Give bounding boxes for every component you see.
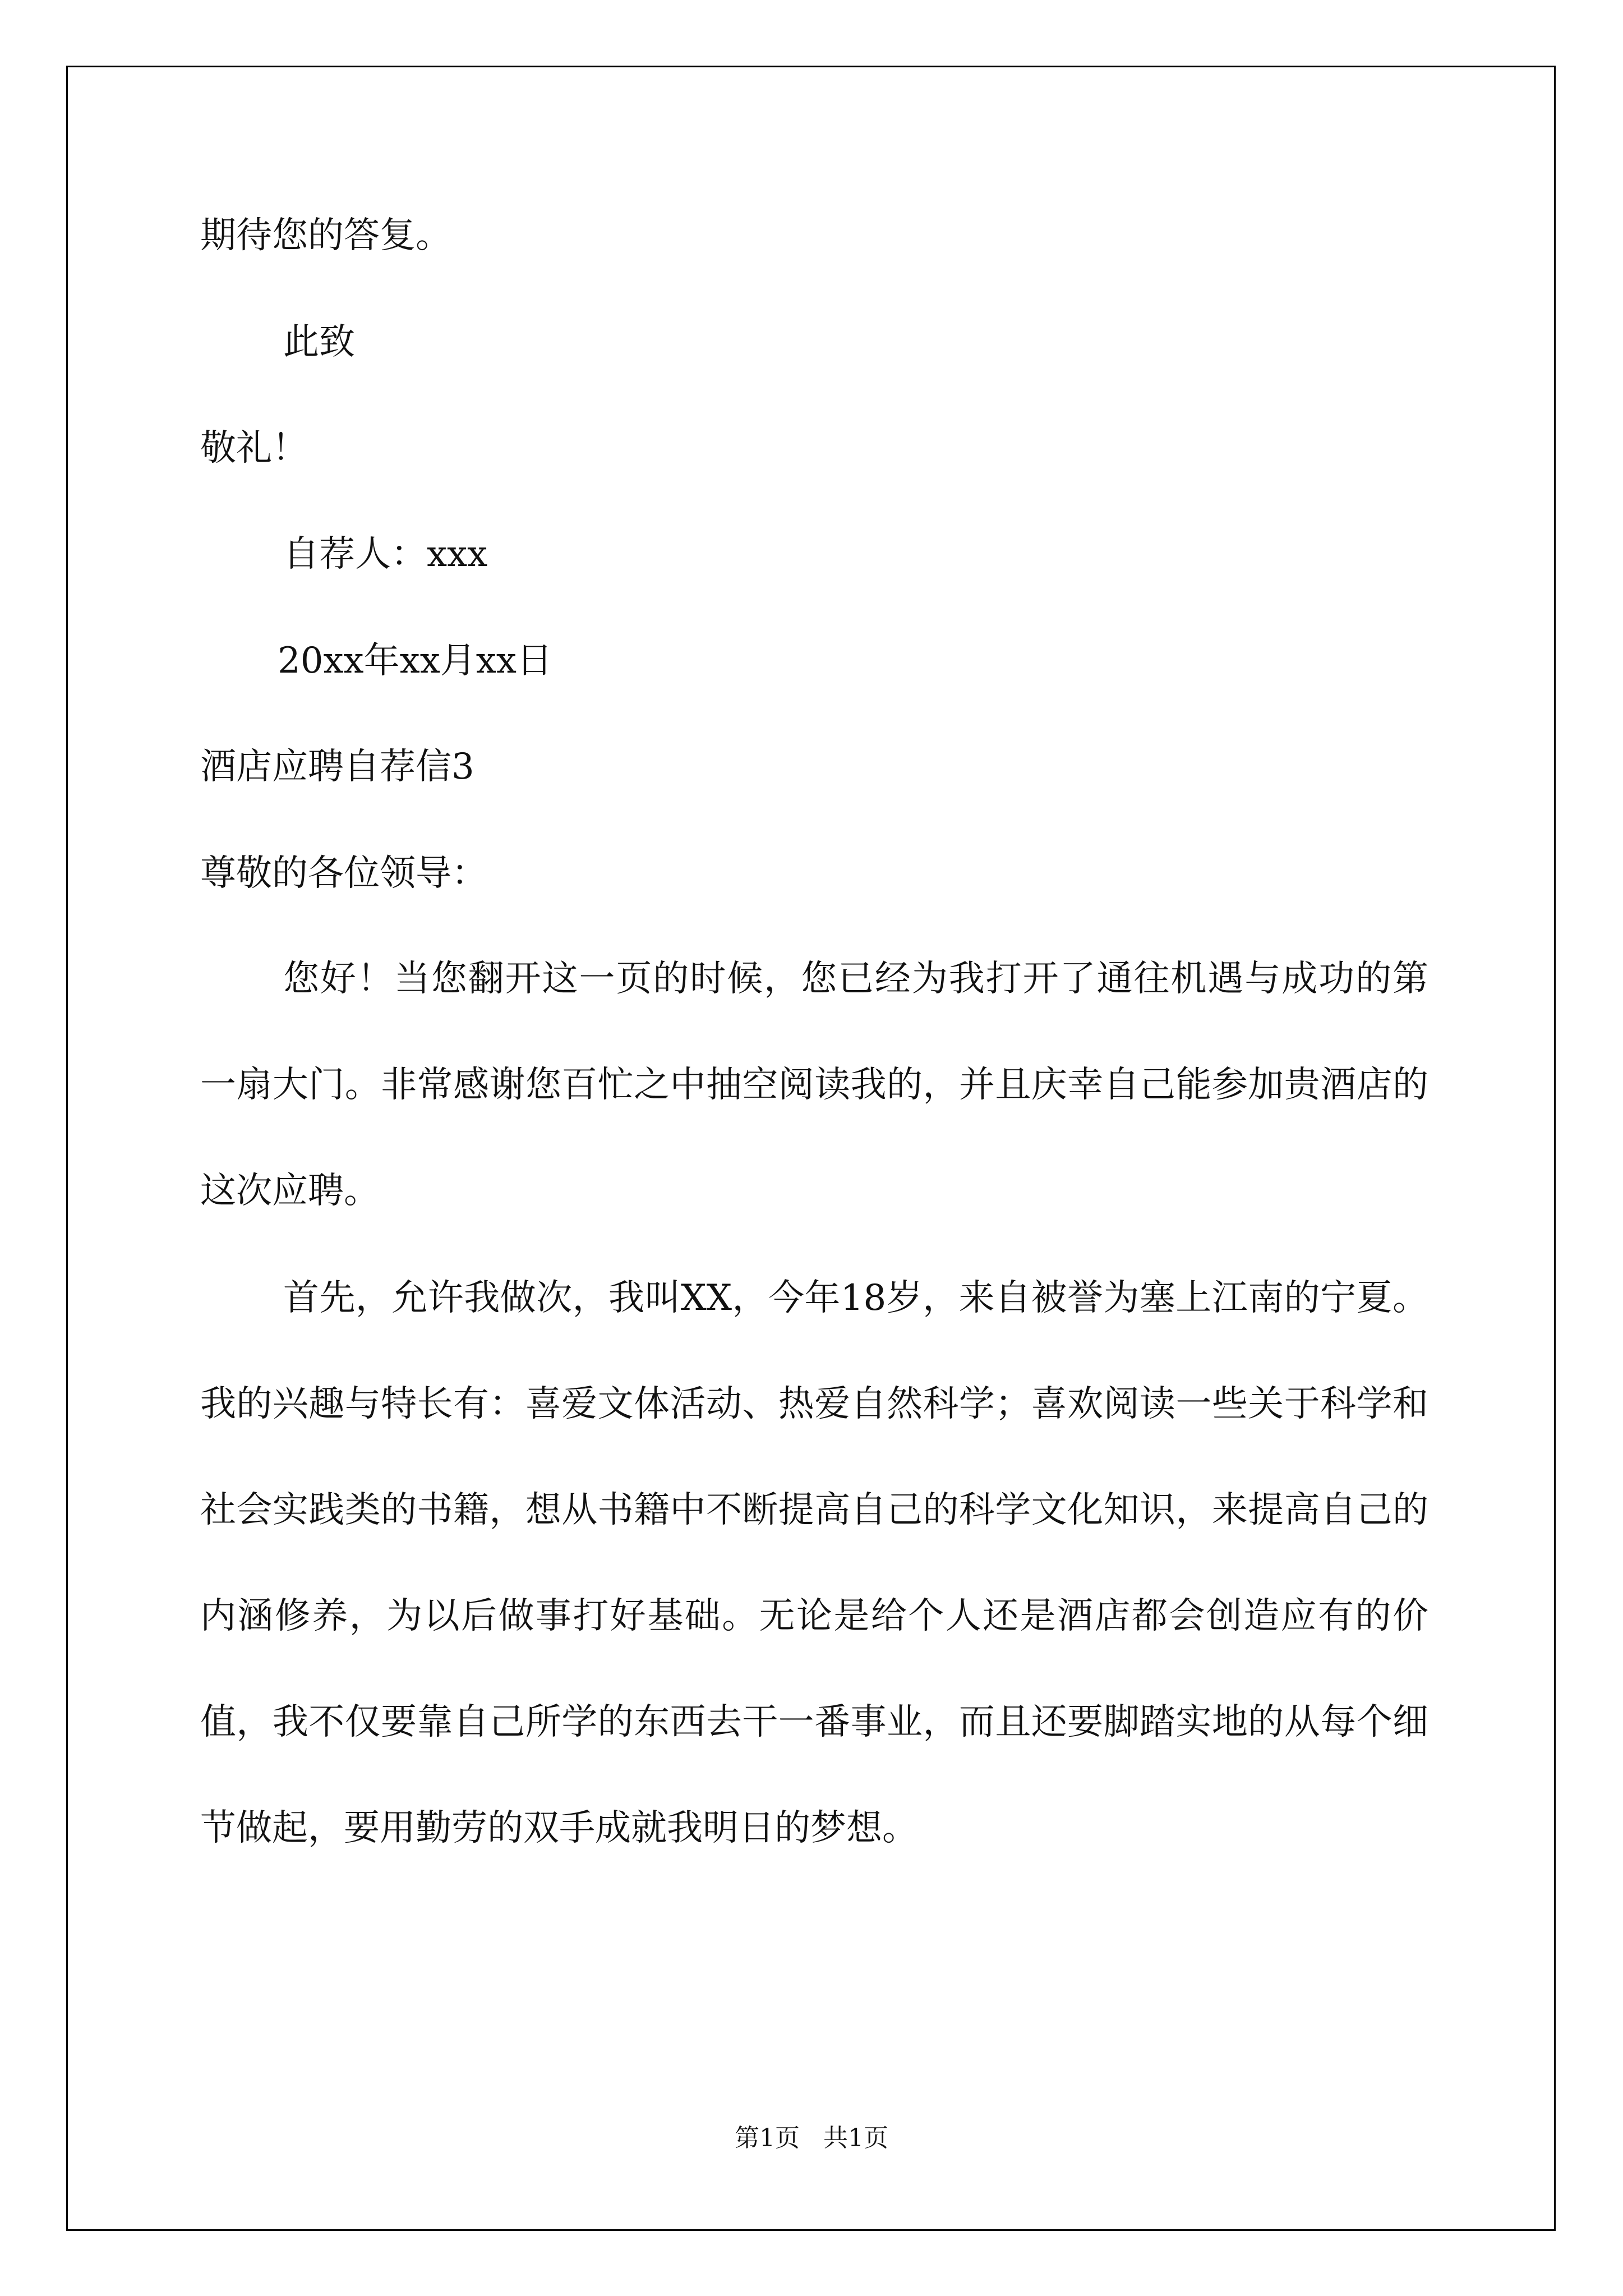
salutation-line-2: 敬礼！ [200, 427, 308, 469]
greeting-line: 尊敬的各位领导： [200, 853, 487, 894]
body-paragraph-2: 首先，允许我做次，我叫XX，今年18岁，来自被誉为塞上江南的宁夏。我的兴趣与特长有：喜爱文体活动、热爱自然科学；喜欢阅读一些关于科学和社会实践类的书籍，想从书籍中不断提高自己的科学文化知识，来提高自己的内涵修养，为以后做事打好基础。无论是给个人还是酒店都会创造应有的价值，我不仅要靠自己所学的东西去干一番事业，而且还要脚踏实地的从每个细节做起，要用勤劳的双手成就我明日的梦想。 [200, 1277, 1428, 1849]
salutation-line-1: 此致 [283, 321, 355, 363]
section-title: 酒店应聘自荐信3 [200, 746, 474, 788]
body-paragraph-1: 您好！当您翻开这一页的时候，您已经为我打开了通往机遇与成功的第一扇大门。非常感谢您百忙之中抽空阅读我的，并且庆幸自己能参加贵酒店的这次应聘。 [200, 958, 1428, 1212]
closing-line: 期待您的答复。 [200, 215, 451, 256]
signer-line: 自荐人：xxx [283, 533, 488, 575]
date-line: 20xx年xx月xx日 [278, 640, 552, 682]
page-footer: 第1页 共1页 [735, 2124, 888, 2152]
